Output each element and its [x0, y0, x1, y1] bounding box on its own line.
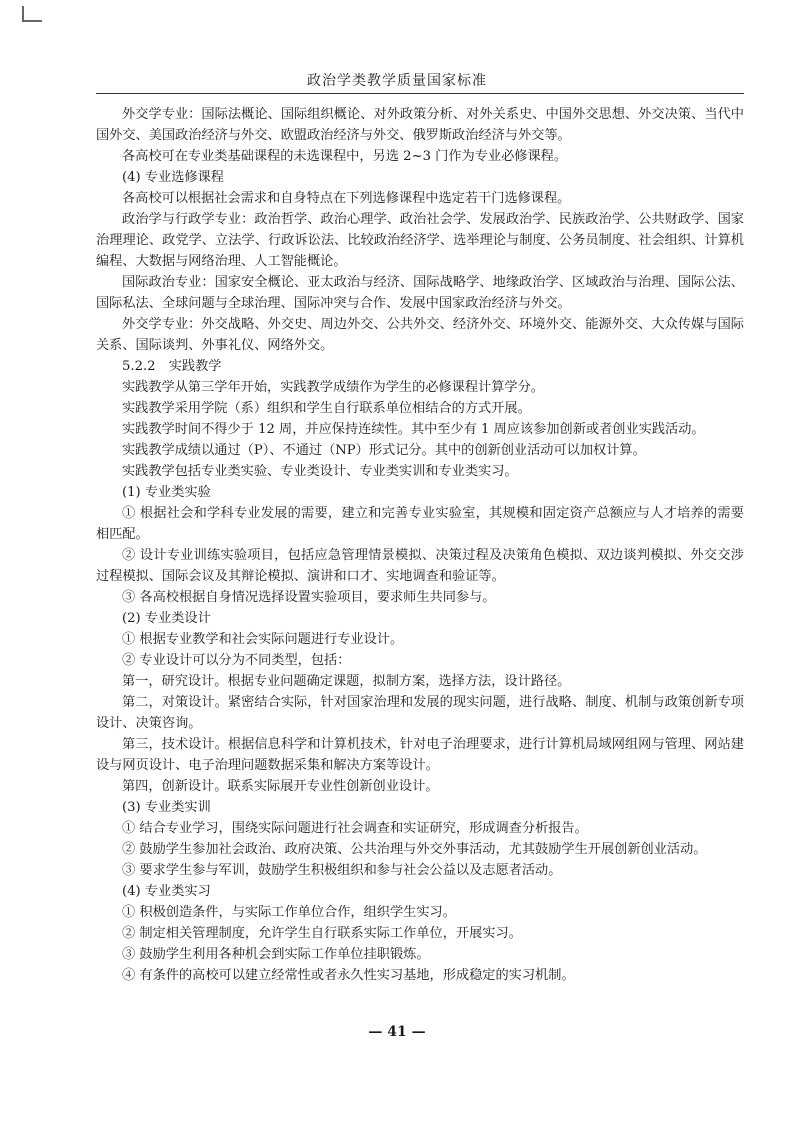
paragraph: (4) 专业类实习: [122, 884, 211, 899]
paragraph: ② 专业设计可以分为不同类型，包括：: [122, 653, 351, 668]
paragraph: 实践教学时间不得少于 12 周，并应保持连续性。其中至少有 1 周应该参加创新或者创业实践活动。: [122, 422, 705, 437]
paragraph: ① 根据社会和学科专业发展的需要，建立和完善专业实验室，其规模和固定资产总额应与人才培养的需要相匹配。: [96, 506, 744, 542]
paragraph: 各高校可在专业类基础课程的未选课程中，另选 2~3 门作为专业必修课程。: [122, 149, 568, 164]
scan-corner-mark: [22, 6, 42, 22]
paragraph: ① 根据专业教学和社会实际问题进行专业设计。: [122, 632, 404, 647]
paragraph: 实践教学成绩以通过（P）、不通过（NP）形式记分。其中的创新创业活动可以加权计算。: [122, 443, 646, 458]
paragraph: 外交学专业：国际法概论、国际组织概论、对外政策分析、对外关系史、中国外交思想、外交决策、当代中国外交、美国政治经济与外交、欧盟政治经济与外交、俄罗斯政治经济与外交等。: [96, 107, 744, 143]
paragraph: (3) 专业类实训: [122, 800, 211, 815]
page-number: — 41 —: [368, 1024, 426, 1040]
paragraph: ② 鼓励学生参加社会政治、政府决策、公共治理与外交外事活动，尤其鼓励学生开展创新创业活动。: [122, 842, 707, 857]
paragraph: 实践教学包括专业类实验、专业类设计、专业类实训和专业类实习。: [122, 464, 518, 479]
paragraph: (2) 专业类设计: [122, 611, 211, 626]
paragraph: ① 结合专业学习，围绕实际问题进行社会调查和实证研究，形成调查分析报告。: [122, 821, 588, 836]
running-header-title: 政治学类教学质量国家标准: [307, 73, 487, 89]
paragraph: 第三，技术设计。根据信息科学和计算机技术，针对电子治理要求，进行计算机局域网组网与管理、网站建设与网页设计、电子治理问题数据采集和解决方案等设计。: [96, 737, 744, 773]
paragraph: ③ 鼓励学生利用各种机会到实际工作单位挂职锻炼。: [122, 947, 430, 962]
paragraph: ② 制定相关管理制度，允许学生自行联系实际工作单位，开展实习。: [122, 926, 522, 941]
paragraph: ② 设计专业训练实验项目，包括应急管理情景模拟、决策过程及决策角色模拟、双边谈判模拟、外交交涉过程模拟、国际会议及其辩论模拟、演讲和口才、实地调查和验证等。: [96, 548, 744, 584]
paragraph: ④ 有条件的高校可以建立经常性或者永久性实习基地，形成稳定的实习机制。: [122, 968, 575, 983]
paragraph: 国际政治专业：国家安全概论、亚太政治与经济、国际战略学、地缘政治学、区域政治与治理、国际公法、国际私法、全球问题与全球治理、国际冲突与合作、发展中国家政治经济与外交。: [96, 275, 744, 311]
paragraph: 5.2.2 实践教学: [122, 359, 222, 374]
paragraph: 第四，创新设计。联系实际展开专业性创新创业设计。: [122, 779, 439, 794]
paragraph: (1) 专业类实验: [122, 485, 211, 500]
header-rule: [96, 93, 744, 94]
body-text: [96, 104, 744, 986]
paragraph: 外交学专业：外交战略、外交史、周边外交、公共外交、经济外交、环境外交、能源外交、大众传媒与国际关系、国际谈判、外事礼仪、网络外交。: [96, 317, 744, 353]
paragraph: 第二，对策设计。紧密结合实际，针对国家治理和发展的现实问题，进行战略、制度、机制与政策创新专项设计、决策咨询。: [96, 695, 744, 731]
paragraph: (4) 专业选修课程: [122, 170, 224, 185]
paragraph: 各高校可以根据社会需求和自身特点在下列选修课程中选定若干门选修课程。: [122, 191, 571, 206]
paragraph: 第一，研究设计。根据专业问题确定课题，拟制方案，选择方法，设计路径。: [122, 674, 571, 689]
paragraph: ① 积极创造条件，与实际工作单位合作，组织学生实习。: [122, 905, 456, 920]
paragraph: ③ 要求学生参与军训，鼓励学生积极组织和参与社会公益以及志愿者活动。: [122, 863, 562, 878]
paragraph: ③ 各高校根据自身情况选择设置实验项目，要求师生共同参与。: [122, 590, 496, 605]
paragraph: 实践教学采用学院（系）组织和学生自行联系单位相结合的方式开展。: [122, 401, 531, 416]
paragraph: 实践教学从第三学年开始，实践教学成绩作为学生的必修课程计算学分。: [122, 380, 544, 395]
paragraph: 政治学与行政学专业：政治哲学、政治心理学、政治社会学、发展政治学、民族政治学、公共财政学、国家治理理论、政党学、立法学、行政诉讼法、比较政治经济学、选举理论与制度、公务员制度、社会组织、计算机编程、大数据与网络治理、人工智能概论。: [96, 212, 744, 269]
